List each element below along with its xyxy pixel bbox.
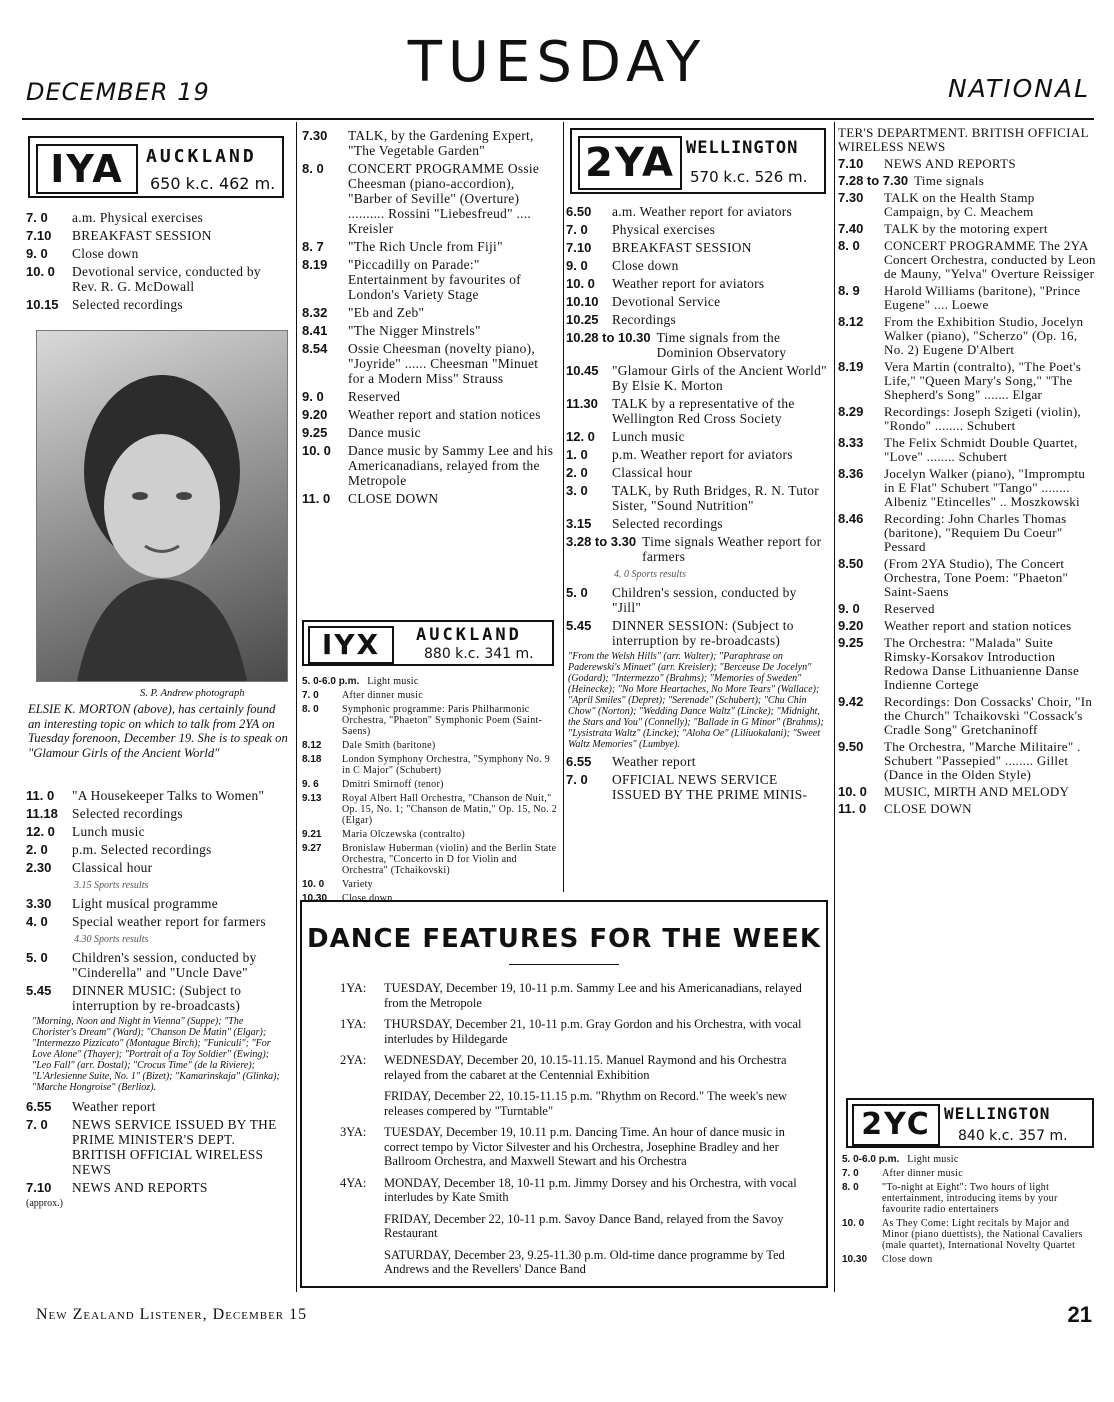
program-item: 8.50 (From 2YA Studio), The Concert Orchestra, Tone Poem: "Phaeton" Saint-Saens [838,556,1069,599]
program-item: 8.19 "Piccadilly on Parade:" Entertainment by favourites of London's Variety Stage [302,257,521,302]
program-item: 3.30 Light musical programme [26,896,218,911]
twoya-evening-continued [838,126,1096,819]
program-item: 5. 0 Children's session, conducted by "Cinderella" and "Uncle Dave" [26,950,257,980]
program-item: TER'S DEPARTMENT. BRITISH OFFICIAL WIRELESS NEWS [838,125,1089,154]
station-1yx-header [302,620,554,666]
program-item: 5. 0 Children's session, conducted by "Jill" [566,585,797,615]
program-item: 8.19 Vera Martin (contralto), "The Poet's Life," "Queen Mary's Song," "The Shepherd's Song" ....... Elgar [838,359,1082,402]
twoyc-schedule [842,1154,1098,1268]
program-item: 6.50 a.m. Weather report for aviators [566,204,793,219]
program-item: 7. 0 NEWS SERVICE ISSUED BY THE PRIME MINISTER'S DEPT. BRITISH OFFICIAL WIRELESS NEWS [26,1117,277,1177]
program-item: 10.28 to 10.30 Time signals from the Dominion Observatory [566,330,787,360]
station-frequency: 650 k.c. 462 m. [150,174,276,193]
program-item: 9.27 Bronislaw Huberman (violin) and the Berlin State Orchestra, "Concerto in D for Violin and Orchestra" (Tchaikovski) [302,843,557,876]
publication-footer: New Zealand Listener, December 15 [36,1306,308,1323]
program-item: 3. 0 TALK, by Ruth Bridges, R. N. Tutor Sister, "Sound Nutrition" [566,483,820,513]
program-item: 11. 0 "A Housekeeper Talks to Women" [26,788,265,803]
program-item: 7.30 TALK, by the Gardening Expert, "The Vegetable Garden" [302,128,534,158]
program-item: 10. 0 As They Come: Light recitals by Major and Minor (piano duettists), the National Cavaliers (male quartet), International Novelty Quartet [842,1218,1083,1251]
station-2yc-header [846,1098,1094,1148]
program-item: 7.10 NEWS AND REPORTS [26,1180,208,1195]
program-item: 5.45 DINNER SESSION: (Subject to interruption by re-broadcasts) [566,618,794,648]
title-rule [509,964,619,965]
dance-feature-item: FRIDAY, December 22, 10.15-11.15 p.m. "Rhythm on Record." The week's new releases compered by "Turntable" [384,1089,788,1118]
iya-morning [26,210,288,315]
dance-feature-item: FRIDAY, December 22, 10-11 p.m. Savoy Dance Band, relayed from the Savoy Restaurant [384,1211,784,1240]
program-item: 8. 0 CONCERT PROGRAMME Ossie Cheesman (piano-accordion), "Barber of Seville" (Overture) .......... Rossini "Liebesfreud" .... Kreisler [302,161,540,236]
program-item: 8. 0 "To-night at Eight": Two hours of light entertainment, introducing items by your favourite radio entertainers [842,1182,1058,1215]
program-item: 10.30 Close down [842,1254,933,1265]
program-item: 7.40 TALK by the motoring expert [838,221,1048,236]
page-title: TUESDAY [407,30,707,95]
sports-note: 3.15 Sports results [74,880,149,891]
program-item: 11. 0 CLOSE DOWN [302,491,439,506]
program-item: 6.55 Weather report [566,754,696,769]
program-item: 10.25 Recordings [566,312,676,327]
program-item: 9. 0 Close down [26,246,139,261]
program-item: 9.50 The Orchestra, "Marche Militaire" . Schubert "Passepied" ........ Gillet (Dance in the Olden Style) [838,739,1081,782]
page-number: 21 [1067,1302,1092,1327]
program-item: 7.30 TALK on the Health Stamp Campaign, by C. Meachem [838,190,1035,219]
program-item: 8.33 The Felix Schmidt Double Quartet, "Love" ........ Schubert [838,435,1078,464]
program-item: 9.20 Weather report and station notices [302,407,541,422]
dinner-music-list: "From the Welsh Hills" (arr. Walter); "Paraphrase on Paderewski's Minuet" (arr. Kreisler); "Berceuse De Jocelyn" (Godard); "Intermezzo" (Brahms); "Memories of Sweden" (Heinecke); "No More Heartaches, No More Tears" (Wallace); "April Smiles" (Depret); "Serenade" (Schubert); "Chu Chin Chow" (Norton); "Wedding Dance Waltz" (Lincke); "Midnight, the Stars and You" (Connelly); "Ballade in G Minor" (Brahms); "Lysistrata Waltz" (Lincke); "Aloha Oe" (Liliuokalani); "Sweet Waltz Memories" (Lumbye). [568,651,824,750]
program-item: 10. 0 Dance music by Sammy Lee and his Americanadians, relayed from the Metropole [302,443,554,488]
program-item: 2. 0 p.m. Selected recordings [26,842,212,857]
program-item: 1. 0 p.m. Weather report for aviators [566,447,793,462]
program-item: 9.25 The Orchestra: "Malada" Suite Rimsky-Korsakov Introduction Redowa Danse Lithuanienne Danse Indienne Cortege [838,635,1080,692]
program-item: 7. 0 Physical exercises [566,222,716,237]
station-logo: IYA [36,144,138,194]
station-2ya-header [570,128,826,194]
program-item: 7.10 BREAKFAST SESSION [566,240,752,255]
dance-features-list [302,981,826,1277]
network-label: NATIONAL [947,74,1090,103]
program-item: 8. 9 Harold Williams (baritone), "Prince Eugene" .... Loewe [838,283,1081,312]
program-item: 10.10 Devotional Service [566,294,721,309]
portrait-illustration [37,331,287,681]
program-item: 7.28 to 7.30 Time signals [838,173,985,188]
program-item: 10. 0 Variety [302,879,373,890]
program-item: 4. 0 Special weather report for farmers [26,914,266,929]
program-item: 8.29 Recordings: Joseph Szigeti (violin), "Rondo" ........ Schubert [838,404,1082,433]
dance-feature-item: 3YA: TUESDAY, December 19, 10.11 p.m. Dancing Time. An hour of dance music in correct tempo by Victor Silvester and his Orchestra, Josephine Bradley and her Ballroom Orchestra, and Maxwell Stewart and his Orchestra [340,1125,785,1168]
twoya-schedule [566,204,828,805]
dance-feature-item: 4YA: MONDAY, December 18, 10-11 p.m. Jimmy Dorsey and his Orchestra, with vocal interludes by Kate Smith [340,1175,797,1204]
program-item: 8.32 "Eb and Zeb" [302,305,425,320]
page-date: DECEMBER 19 [26,78,210,106]
program-item: 8.54 Ossie Cheesman (novelty piano), "Joyride" ...... Cheesman "Minuet for a Modern Miss" Strauss [302,341,539,386]
column-divider [834,122,835,1292]
iya-evening-continued [302,128,556,509]
program-item: 9. 0 Close down [566,258,679,273]
program-item: 12. 0 Lunch music [26,824,145,839]
sports-note: 4.30 Sports results [74,934,149,945]
station-name: AUCKLAND [146,146,257,167]
program-item: 10. 0 MUSIC, MIRTH AND MELODY [838,784,1070,799]
program-item: 8. 7 "The Rich Uncle from Fiji" [302,239,503,254]
approx-note: (approx.) [26,1198,63,1209]
program-item: 2. 0 Classical hour [566,465,693,480]
program-item: 5. 0-6.0 p.m. Light music [842,1154,959,1165]
program-item: 7. 0 a.m. Physical exercises [26,210,204,225]
station-name: WELLINGTON [686,138,799,158]
station-1ya-header [28,136,284,198]
station-name: WELLINGTON [944,1104,1051,1123]
program-item: 3.15 Selected recordings [566,516,723,531]
dance-feature-item: 1YA: TUESDAY, December 19, 10-11 p.m. Sammy Lee and his Americanadians, relayed from the Metropole [340,981,802,1010]
program-item: 9.25 Dance music [302,425,421,440]
program-item: 8.36 Jocelyn Walker (piano), "Impromptu in E Flat" Schubert "Tango" ........ Albeniz "Etincelles" .. Moszkowski [838,466,1086,509]
station-frequency: 840 k.c. 357 m. [958,1128,1068,1144]
program-item: 8.12 From the Exhibition Studio, Jocelyn Walker (piano), "Scherzo" (Op. 16, No. 2) Eugene D'Albert [838,314,1084,357]
station-name: AUCKLAND [416,625,522,645]
program-item: 5. 0-6.0 p.m. Light music [302,676,419,687]
dance-features-box [300,900,828,1288]
photo-credit: S. P. Andrew photograph [140,688,245,699]
station-frequency: 880 k.c. 341 m. [424,646,534,662]
program-item: 10.45 "Glamour Girls of the Ancient World" By Elsie K. Morton [566,363,827,393]
iya-afternoon [26,788,288,1209]
sports-note: 4. 0 Sports results [614,569,686,580]
program-item: 9.13 Royal Albert Hall Orchestra, "Chanson de Nuit," Op. 15, No. 1; "Chanson de Matin," Op. 15, No. 2 (Elgar) [302,793,558,826]
program-item: 10.15 Selected recordings [26,297,183,312]
station-logo: IYX [308,626,394,664]
program-item: 10. 0 Weather report for aviators [566,276,765,291]
program-item: 8.18 London Symphony Orchestra, "Symphony No. 9 in C Major" (Schubert) [302,754,551,776]
station-logo: 2YA [578,136,682,190]
program-item: 5.45 DINNER MUSIC: (Subject to interruption by re-broadcasts) [26,983,242,1013]
program-item: 8. 0 CONCERT PROGRAMME The 2YA Concert Orchestra, conducted by Leon de Mauny, "Yelva" Overture Reissiger [838,238,1096,281]
column-divider [563,122,564,892]
station-logo: 2YC [852,1104,940,1146]
program-item: 10. 0 Devotional service, conducted by Rev. R. G. McDowall [26,264,261,294]
dance-feature-item: SATURDAY, December 23, 9.25-11.30 p.m. Old-time dance programme by Ted Andrews and the Revellers' Dance Band [384,1247,785,1276]
program-item: 9. 0 Reserved [838,601,935,616]
program-item: 10.30 Close down [302,893,393,904]
program-item: 8.41 "The Nigger Minstrels" [302,323,481,338]
program-item: 7.10 BREAKFAST SESSION [26,228,212,243]
program-item: 11. 0 CLOSE DOWN [838,801,972,816]
header-rule [22,118,1094,120]
program-item: 9.21 Maria Olczewska (contralto) [302,829,466,840]
program-item: 6.55 Weather report [26,1099,156,1114]
iyx-schedule [302,676,558,907]
dinner-music-list: "Morning, Noon and Night in Vienna" (Suppe); "The Chorister's Dream" (Ward); "Chanson De Matin" (Elgar); "Intermezzo Pizzicato" (Montague Birch); "Funiculi"; "For Love Alone" (Thayer); "Portrait of a Toy Soldier" (Ewing); "Leo Fall" (arr. Dostal); "Crocus Time" (de la Riviere); "L'Arlesienne Suite, No. 1" (Bizet); "Kamarinskaja" (Glinka); "Marche Hongroise" (Berlioz). [32,1016,280,1093]
program-item: 8.12 Dale Smith (baritone) [302,740,436,751]
photo-caption: ELSIE K. MORTON (above), has certainly found an interesting topic on which to talk from 2YA on Tuesday forenoon, December 19. She is to speak on "Glamour Girls of the Ancient World" [28,702,288,760]
program-item: 11.30 TALK by a representative of the Wellington Red Cross Society [566,396,795,426]
program-item: 9.42 Recordings: Don Cossacks' Choir, "In the Church" Tchaikovski "Cossack's Cradle Song" Gretchaninoff [838,694,1093,737]
program-item: 9. 0 Reserved [302,389,401,404]
program-item: 8.46 Recording: John Charles Thomas (baritone), "Requiem Du Coeur" Pessard [838,511,1067,554]
program-item: 9.20 Weather report and station notices [838,618,1072,633]
program-item: 8. 0 Symphonic programme: Paris Philharmonic Orchestra, "Phaeton" Symphonic Poem (Saint-Saens) [302,704,543,737]
program-item: 7. 0 OFFICIAL NEWS SERVICE ISSUED BY THE PRIME MINIS- [566,772,808,802]
program-item: 12. 0 Lunch music [566,429,685,444]
program-item: 7.10 NEWS AND REPORTS [838,156,1016,171]
dance-features-title: DANCE FEATURES FOR THE WEEK [307,924,821,954]
program-item: 9. 6 Dmitri Smirnoff (tenor) [302,779,444,790]
dance-feature-item: 1YA: THURSDAY, December 21, 10-11 p.m. Gray Gordon and his Orchestra, with vocal interludes by Hildegarde [340,1017,802,1046]
program-item: 11.18 Selected recordings [26,806,183,821]
program-item: 2.30 Classical hour [26,860,153,875]
column-divider [296,122,297,1292]
program-item: 7. 0 After dinner music [842,1168,963,1179]
portrait-photo [36,330,288,682]
station-frequency: 570 k.c. 526 m. [690,168,808,186]
program-item: 3.28 to 3.30 Time signals Weather report for farmers [566,534,822,564]
dance-feature-item: 2YA: WEDNESDAY, December 20, 10.15-11.15. Manuel Raymond and his Orchestra relayed from the cabaret at the Centennial Exhibition [340,1053,787,1082]
program-item: 7. 0 After dinner music [302,690,423,701]
